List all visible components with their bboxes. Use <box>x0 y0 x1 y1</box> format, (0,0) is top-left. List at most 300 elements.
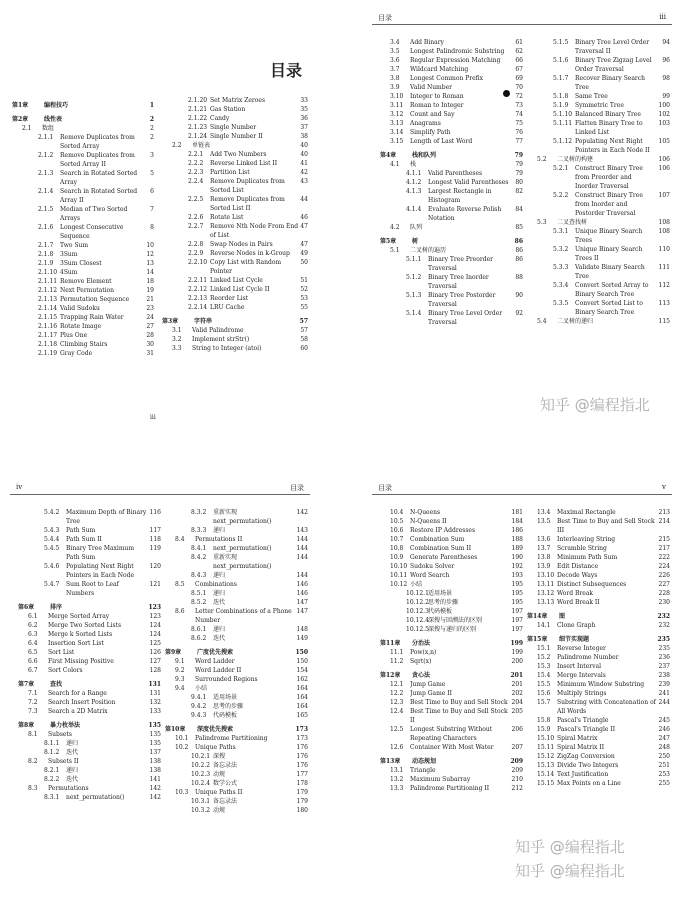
toc-entry[interactable] <box>18 657 161 666</box>
toc-entry[interactable] <box>527 137 670 155</box>
toc-entry[interactable] <box>380 38 523 47</box>
entry-number: 6.1 <box>28 613 38 620</box>
entry-number: 第10章 <box>165 726 186 733</box>
toc-entry[interactable] <box>527 263 670 281</box>
entry-number: 2.2.11 <box>188 277 208 284</box>
toc-entry[interactable] <box>527 725 670 734</box>
toc-entry[interactable] <box>380 508 523 517</box>
entry-page: 195 <box>511 581 523 588</box>
toc-entry[interactable] <box>165 779 308 788</box>
toc-entry[interactable] <box>18 612 161 621</box>
toc-entry[interactable] <box>527 653 670 662</box>
toc-entry[interactable] <box>162 222 308 240</box>
entry-title: Search for a Range <box>48 690 107 697</box>
entry-page: 143 <box>296 527 308 534</box>
toc-entry[interactable] <box>380 178 523 187</box>
toc-chapter-entry[interactable] <box>18 680 161 689</box>
entry-number: 15.1 <box>537 645 551 652</box>
toc-entry[interactable] <box>18 666 161 675</box>
entry-number: 5.1.5 <box>553 39 569 46</box>
toc-entry[interactable] <box>18 707 161 716</box>
entry-title: 单链表 <box>192 142 211 149</box>
toc-chapter-entry[interactable] <box>165 725 308 734</box>
entry-page: 246 <box>658 726 670 733</box>
toc-entry[interactable] <box>162 141 308 150</box>
entry-number: 5.2.1 <box>553 165 569 172</box>
toc-entry[interactable] <box>18 689 161 698</box>
toc-entry[interactable] <box>527 761 670 770</box>
entry-page: 209 <box>511 767 523 774</box>
toc-entry[interactable] <box>162 303 308 312</box>
toc-entry[interactable] <box>18 757 161 766</box>
toc-entry[interactable] <box>165 657 308 666</box>
toc-entry[interactable] <box>380 657 523 666</box>
toc-entry[interactable] <box>380 707 523 725</box>
toc-entry[interactable] <box>527 281 670 299</box>
toc-entry[interactable] <box>527 553 670 562</box>
entry-page: 148 <box>296 626 308 633</box>
entry-number: 13.4 <box>537 509 551 516</box>
toc-entry[interactable] <box>162 249 308 258</box>
toc-chapter-entry[interactable] <box>380 671 523 680</box>
entry-number: 2.1.24 <box>188 133 208 140</box>
toc-entry[interactable] <box>12 124 154 133</box>
entry-number: 10.2.1 <box>191 753 211 760</box>
toc-entry[interactable] <box>527 508 670 517</box>
entry-title: Max Points on a Line <box>557 780 621 787</box>
toc-entry[interactable] <box>380 526 523 535</box>
toc-entry[interactable] <box>18 562 161 580</box>
header-left: iv <box>16 483 23 491</box>
toc-entry[interactable] <box>18 639 161 648</box>
entry-page: 84 <box>515 206 523 213</box>
toc-entry[interactable] <box>380 309 523 327</box>
toc-entry[interactable] <box>165 684 308 693</box>
toc-entry[interactable] <box>162 344 308 353</box>
toc-entry[interactable] <box>18 508 161 526</box>
toc-entry[interactable] <box>165 535 308 544</box>
toc-entry[interactable] <box>380 92 523 101</box>
entry-title: Best Time to Buy and Sell Stock III <box>557 518 655 534</box>
toc-entry[interactable] <box>162 123 308 132</box>
toc-entry[interactable] <box>380 110 523 119</box>
toc-entry[interactable] <box>12 169 154 187</box>
toc-entry[interactable] <box>527 299 670 317</box>
entry-number: 2.2.10 <box>188 259 208 266</box>
toc-entry[interactable] <box>380 535 523 544</box>
toc-entry[interactable] <box>162 285 308 294</box>
toc-entry[interactable] <box>527 56 670 74</box>
toc-chapter-entry[interactable] <box>12 115 154 124</box>
entry-page: 118 <box>149 536 161 543</box>
entry-page: 179 <box>296 798 308 805</box>
toc-entry[interactable] <box>12 295 154 304</box>
toc-entry[interactable] <box>527 689 670 698</box>
toc-entry[interactable] <box>380 571 523 580</box>
entry-page: 228 <box>658 590 670 597</box>
toc-entry[interactable] <box>527 218 670 227</box>
toc-entry[interactable] <box>12 151 154 169</box>
toc-chapter-entry[interactable] <box>527 635 670 644</box>
toc-entry[interactable] <box>12 304 154 313</box>
toc-entry[interactable] <box>380 648 523 657</box>
toc-entry[interactable] <box>527 698 670 716</box>
toc-entry[interactable] <box>527 74 670 92</box>
entry-number: 2.1.21 <box>188 106 208 113</box>
toc-entry[interactable] <box>18 535 161 544</box>
toc-entry[interactable] <box>527 517 670 535</box>
entry-title: 暴力枚举法 <box>50 722 81 729</box>
toc-entry[interactable] <box>380 680 523 689</box>
entry-number: 8.2.1 <box>44 767 60 774</box>
toc-chapter-entry[interactable] <box>165 648 308 657</box>
entry-number: 8.6 <box>175 608 185 615</box>
entry-title: 动态规划 <box>412 758 437 765</box>
entry-title: 队列 <box>410 224 423 231</box>
entry-number: 3.5 <box>390 48 400 55</box>
toc-entry[interactable] <box>527 743 670 752</box>
toc-entry[interactable] <box>18 544 161 562</box>
toc-entry[interactable] <box>18 648 161 657</box>
entry-title: Swap Nodes in Pairs <box>210 241 273 248</box>
toc-entry[interactable] <box>527 589 670 598</box>
toc-entry[interactable] <box>165 693 308 702</box>
entry-page: 137 <box>149 749 161 756</box>
toc-entry[interactable] <box>380 83 523 92</box>
toc-entry[interactable] <box>12 322 154 331</box>
toc-entry[interactable] <box>380 47 523 56</box>
toc-entry[interactable] <box>165 761 308 770</box>
toc-entry[interactable] <box>165 625 308 634</box>
toc-entry[interactable] <box>527 38 670 56</box>
toc-entry[interactable] <box>162 213 308 222</box>
entry-number: 2.1.7 <box>38 242 54 249</box>
entry-number: 第4章 <box>380 152 397 159</box>
toc-entry[interactable] <box>380 625 523 634</box>
entry-number: 12.5 <box>390 726 404 733</box>
toc-entry[interactable] <box>18 739 161 748</box>
toc-entry[interactable] <box>380 725 523 743</box>
entry-page: 144 <box>296 572 308 579</box>
toc-entry[interactable] <box>527 164 670 191</box>
entry-number: 8.5 <box>175 581 185 588</box>
toc-entry[interactable] <box>12 223 154 241</box>
toc-entry[interactable] <box>527 92 670 101</box>
toc-entry[interactable] <box>165 675 308 684</box>
toc-entry[interactable] <box>527 580 670 589</box>
toc-entry[interactable] <box>12 331 154 340</box>
toc-entry[interactable] <box>12 349 154 358</box>
header-left: 目录 <box>378 14 392 22</box>
toc-entry[interactable] <box>380 223 523 232</box>
toc-entry[interactable] <box>527 535 670 544</box>
toc-entry[interactable] <box>162 177 308 195</box>
entry-number: 10.12 <box>390 581 408 588</box>
toc-entry[interactable] <box>18 766 161 775</box>
toc-chapter-entry[interactable] <box>12 101 154 110</box>
toc-entry[interactable] <box>527 671 670 680</box>
toc-entry[interactable] <box>380 743 523 752</box>
toc-entry[interactable] <box>18 698 161 707</box>
toc-entry[interactable] <box>162 150 308 159</box>
toc-entry[interactable] <box>165 797 308 806</box>
toc-entry[interactable] <box>12 250 154 259</box>
toc-entry[interactable] <box>380 616 523 625</box>
toc-entry[interactable] <box>380 273 523 291</box>
toc-entry[interactable] <box>527 779 670 788</box>
toc-entry[interactable] <box>527 110 670 119</box>
toc-entry[interactable] <box>18 793 161 802</box>
toc-entry[interactable] <box>165 589 308 598</box>
toc-entry[interactable] <box>162 240 308 249</box>
entry-title: Binary Tree Level Order Traversal <box>428 310 503 326</box>
toc-entry[interactable] <box>165 544 308 553</box>
toc-chapter-entry[interactable] <box>380 237 523 246</box>
entry-number: 第11章 <box>380 640 401 647</box>
entry-number: 2.1.17 <box>38 332 58 339</box>
toc-entry[interactable] <box>527 598 670 607</box>
toc-entry[interactable] <box>162 326 308 335</box>
toc-entry[interactable] <box>165 702 308 711</box>
entry-title: Rotate Image <box>60 323 102 330</box>
entry-title: Gas Station <box>210 106 246 113</box>
toc-entry[interactable] <box>527 734 670 743</box>
toc-entry[interactable] <box>165 580 308 589</box>
toc-column-right <box>527 508 670 788</box>
toc-chapter-entry[interactable] <box>162 317 308 326</box>
entry-number: 15.12 <box>537 753 555 760</box>
entry-page: 88 <box>515 274 523 281</box>
entry-number: 10.9 <box>390 554 404 561</box>
entry-number: 8.4.1 <box>191 545 207 552</box>
toc-entry[interactable] <box>18 630 161 639</box>
toc-entry[interactable] <box>18 580 161 598</box>
toc-entry[interactable] <box>527 317 670 326</box>
toc-entry[interactable] <box>162 258 308 276</box>
toc-entry[interactable] <box>380 128 523 137</box>
toc-entry[interactable] <box>380 169 523 178</box>
toc-entry[interactable] <box>165 666 308 675</box>
toc-entry[interactable] <box>12 268 154 277</box>
toc-chapter-entry[interactable] <box>380 639 523 648</box>
toc-entry[interactable] <box>18 748 161 757</box>
toc-entry[interactable] <box>162 114 308 123</box>
entry-number: 4.1.3 <box>406 188 422 195</box>
toc-entry[interactable] <box>380 205 523 223</box>
toc-entry[interactable] <box>18 775 161 784</box>
entry-page: 227 <box>658 581 670 588</box>
entry-number: 5.3.3 <box>553 264 569 271</box>
entry-number: 5.4.3 <box>44 527 60 534</box>
toc-entry[interactable] <box>380 137 523 146</box>
toc-entry[interactable] <box>380 56 523 65</box>
toc-entry[interactable] <box>527 155 670 164</box>
entry-title: 递归 <box>66 740 79 747</box>
toc-entry[interactable] <box>165 508 308 526</box>
toc-entry[interactable] <box>18 621 161 630</box>
toc-entry[interactable] <box>162 195 308 213</box>
toc-entry[interactable] <box>380 101 523 110</box>
toc-entry[interactable] <box>380 74 523 83</box>
toc-entry[interactable] <box>380 553 523 562</box>
entry-page: 43 <box>300 178 308 185</box>
entry-page: 46 <box>300 214 308 221</box>
toc-entry[interactable] <box>165 770 308 779</box>
toc-entry[interactable] <box>380 589 523 598</box>
toc-entry[interactable] <box>12 187 154 205</box>
toc-entry[interactable] <box>527 644 670 653</box>
entry-title: 小结 <box>195 685 208 692</box>
entry-page: 141 <box>149 776 161 783</box>
toc-entry[interactable] <box>12 241 154 250</box>
toc-entry[interactable] <box>380 65 523 74</box>
toc-entry[interactable] <box>380 689 523 698</box>
toc-entry[interactable] <box>380 775 523 784</box>
toc-entry[interactable] <box>165 711 308 720</box>
entry-title: Valid Sudoku <box>60 305 100 312</box>
toc-entry[interactable] <box>18 730 161 739</box>
toc-entry[interactable] <box>380 766 523 775</box>
toc-entry[interactable] <box>380 187 523 205</box>
toc-entry[interactable] <box>380 517 523 526</box>
toc-entry[interactable] <box>12 259 154 268</box>
toc-entry[interactable] <box>12 205 154 223</box>
toc-chapter-entry[interactable] <box>380 757 523 766</box>
toc-entry[interactable] <box>380 607 523 616</box>
toc-entry[interactable] <box>380 246 523 255</box>
toc-entry[interactable] <box>380 119 523 128</box>
toc-entry[interactable] <box>165 526 308 535</box>
toc-entry[interactable] <box>527 119 670 137</box>
entry-page: 128 <box>149 667 161 674</box>
toc-entry[interactable] <box>527 680 670 689</box>
toc-entry[interactable] <box>165 734 308 743</box>
toc-column-left <box>12 96 154 358</box>
toc-entry[interactable] <box>12 286 154 295</box>
toc-entry[interactable] <box>165 788 308 797</box>
entry-title: Maximum Subarray <box>410 776 471 783</box>
toc-entry[interactable] <box>527 544 670 553</box>
entry-number: 5.4.7 <box>44 581 60 588</box>
entry-title: 细节实现题 <box>559 636 590 643</box>
toc-entry[interactable] <box>162 276 308 285</box>
toc-entry[interactable] <box>380 698 523 707</box>
entry-number: 2.1.2 <box>38 152 54 159</box>
toc-entry[interactable] <box>165 553 308 571</box>
toc-entry[interactable] <box>162 105 308 114</box>
entry-page: 66 <box>515 57 523 64</box>
entry-number: 15.8 <box>537 717 551 724</box>
toc-entry[interactable] <box>162 168 308 177</box>
toc-entry[interactable] <box>12 340 154 349</box>
entry-page: 244 <box>658 699 670 706</box>
entry-number: 2.2.12 <box>188 286 208 293</box>
toc-entry[interactable] <box>18 784 161 793</box>
entry-page: 164 <box>296 703 308 710</box>
toc-chapter-entry[interactable] <box>380 151 523 160</box>
toc-entry[interactable] <box>527 562 670 571</box>
toc-entry[interactable] <box>380 291 523 309</box>
entry-title: Flatten Binary Tree to Linked List <box>575 120 643 136</box>
toc-entry[interactable] <box>12 277 154 286</box>
toc-chapter-entry[interactable] <box>18 721 161 730</box>
entry-page: 55 <box>300 304 308 311</box>
toc-entry[interactable] <box>527 191 670 218</box>
toc-entry[interactable] <box>380 784 523 793</box>
toc-entry[interactable] <box>527 716 670 725</box>
toc-entry[interactable] <box>165 743 308 752</box>
toc-entry[interactable] <box>527 770 670 779</box>
toc-entry[interactable] <box>165 806 308 815</box>
entry-number: 8.6.2 <box>191 635 207 642</box>
entry-number: 第7章 <box>18 681 35 688</box>
entry-number: 13.3 <box>390 785 404 792</box>
toc-entry[interactable] <box>165 598 308 607</box>
entry-title: Pow(x,n) <box>410 649 437 656</box>
toc-entry[interactable] <box>527 662 670 671</box>
entry-page: 42 <box>300 169 308 176</box>
toc-entry[interactable] <box>165 634 308 643</box>
toc-entry[interactable] <box>162 132 308 141</box>
toc-entry[interactable] <box>162 96 308 105</box>
toc-entry[interactable] <box>165 752 308 761</box>
toc-entry[interactable] <box>380 580 523 589</box>
entry-title: 图 <box>559 613 566 620</box>
toc-column-right <box>165 508 308 815</box>
entry-title: 迭代 <box>213 635 226 642</box>
toc-entry[interactable] <box>162 335 308 344</box>
entry-page: 173 <box>295 726 308 733</box>
toc-entry[interactable] <box>527 227 670 245</box>
toc-entry[interactable] <box>18 526 161 535</box>
toc-chapter-entry[interactable] <box>527 612 670 621</box>
toc-entry[interactable] <box>162 159 308 168</box>
toc-chapter-entry[interactable] <box>18 603 161 612</box>
entry-page: 241 <box>658 690 670 697</box>
entry-number: 13.13 <box>537 599 555 606</box>
entry-page: 8 <box>150 224 154 231</box>
entry-page: 142 <box>149 785 161 792</box>
toc-entry[interactable] <box>162 294 308 303</box>
toc-entry[interactable] <box>380 160 523 169</box>
entry-title: Merge Intervals <box>557 672 606 679</box>
toc-entry[interactable] <box>12 313 154 322</box>
entry-title: Gray Code <box>60 350 93 357</box>
toc-entry[interactable] <box>527 101 670 110</box>
toc-entry[interactable] <box>165 571 308 580</box>
entry-title: Clone Graph <box>557 622 596 629</box>
toc-entry[interactable] <box>380 598 523 607</box>
toc-entry[interactable] <box>165 607 308 625</box>
toc-entry[interactable] <box>527 245 670 263</box>
entry-page: 10 <box>146 242 154 249</box>
toc-entry[interactable] <box>12 133 154 151</box>
toc-entry[interactable] <box>380 255 523 273</box>
entry-page: 222 <box>658 554 670 561</box>
toc-entry[interactable] <box>527 571 670 580</box>
entry-page: 112 <box>658 282 670 289</box>
toc-entry[interactable] <box>527 621 670 630</box>
entry-title: Best Time to Buy and Sell Stock <box>410 699 508 706</box>
entry-number: 10.11 <box>390 572 408 579</box>
entry-page: 102 <box>658 111 670 118</box>
entry-page: 209 <box>510 758 523 765</box>
entry-page: 105 <box>658 138 670 145</box>
toc-entry[interactable] <box>380 562 523 571</box>
toc-entry[interactable] <box>380 544 523 553</box>
toc-entry[interactable] <box>527 752 670 761</box>
entry-page: 255 <box>658 780 670 787</box>
